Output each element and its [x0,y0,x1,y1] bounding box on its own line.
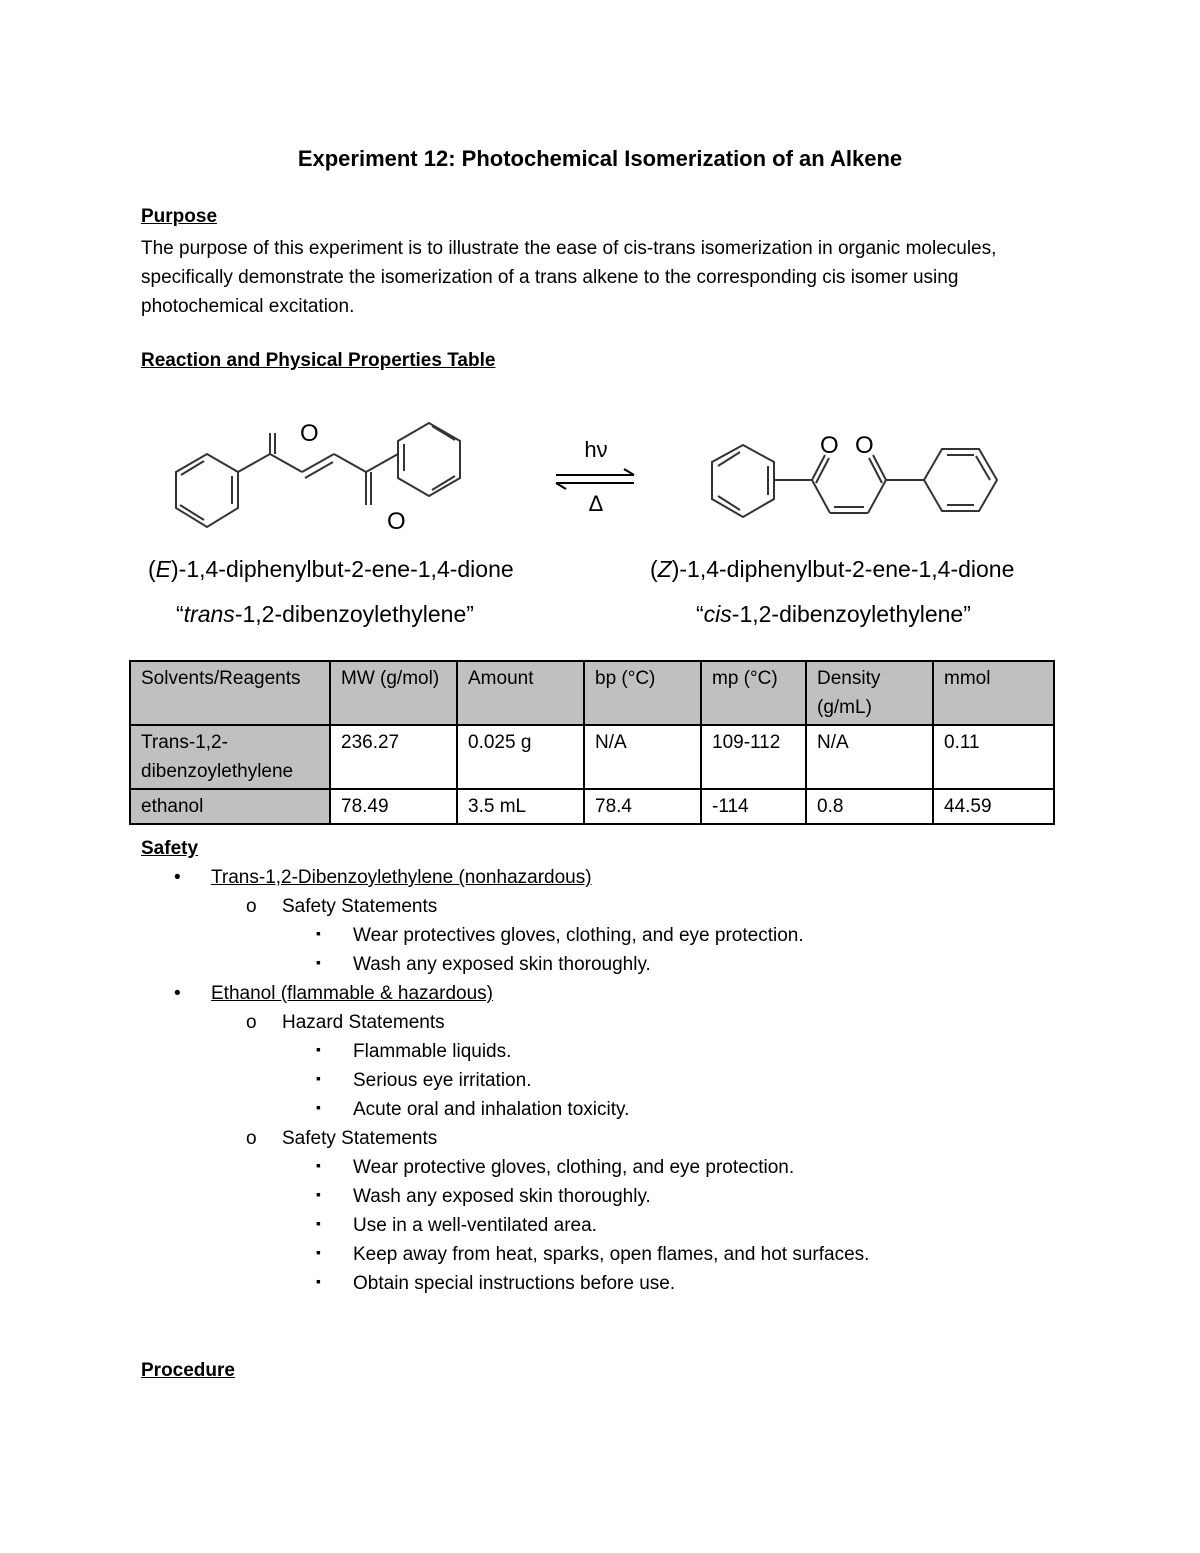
safety-heading: Safety [141,838,199,859]
list-item: Flammable liquids. [353,1041,512,1062]
table-cell: 3.5 mL [457,789,584,824]
reactant-iupac-name: (E)-1,4-diphenylbut-2-ene-1,4-dione [148,556,514,582]
table-cell: Trans-1,2-dibenzoylethylene [130,725,330,789]
table-header-cell: MW (g/mol) [330,661,457,725]
table-cell: 0.11 [933,725,1054,789]
table-header-cell: Amount [457,661,584,725]
reactant-common-name: “trans-1,2-dibenzoylethylene” [176,601,474,627]
list-item: Use in a well-ventilated area. [353,1215,597,1236]
table-row [130,789,1054,824]
list-item: Wear protectives gloves, clothing, and eye protection. [353,925,804,946]
circle-bullet-icon: o [246,1012,257,1033]
list-item: Keep away from heat, sparks, open flames, and hot surfaces. [353,1244,870,1265]
reaction-heading: Reaction and Physical Properties Table [141,350,496,371]
safety-statements-label: Safety Statements [282,896,438,917]
table-cell: 0.8 [806,789,933,824]
circle-bullet-icon: o [246,896,257,917]
table-cell: ethanol [130,789,330,824]
table-cell: N/A [806,725,933,789]
table-cell: N/A [584,725,701,789]
square-bullet-icon: ▪ [316,1157,321,1173]
oxygen-label: O [855,432,874,459]
list-item: Wash any exposed skin thoroughly. [353,954,651,975]
table-header-cell: Density (g/mL) [806,661,933,725]
table-cell: 44.59 [933,789,1054,824]
compound-trans-label: Trans-1,2-Dibenzoylethylene (nonhazardous) [211,867,592,888]
product-iupac-name: (Z)-1,4-diphenylbut-2-ene-1,4-dione [650,556,1015,582]
bullet-icon: • [174,983,181,1004]
square-bullet-icon: ▪ [316,1215,321,1231]
hazard-statements-label: Hazard Statements [282,1012,445,1033]
square-bullet-icon: ▪ [316,1244,321,1260]
square-bullet-icon: ▪ [316,1070,321,1086]
purpose-heading: Purpose [141,206,218,227]
product-common-name: “cis-1,2-dibenzoylethylene” [696,601,971,627]
square-bullet-icon: ▪ [316,1186,321,1202]
bullet-icon: • [174,867,181,888]
list-item: Acute oral and inhalation toxicity. [353,1099,630,1120]
table-cell: 78.4 [584,789,701,824]
oxygen-label: O [387,508,406,535]
table-cell: 0.025 g [457,725,584,789]
equilibrium-arrow [556,469,634,489]
list-item: Obtain special instructions before use. [353,1273,676,1294]
table-row [130,725,1054,789]
table-cell: 78.49 [330,789,457,824]
properties-table [129,660,1055,825]
list-item: Wear protective gloves, clothing, and eye protection. [353,1157,795,1178]
arrow-label-heat: Δ [588,491,604,516]
table-header-cell: mmol [933,661,1054,725]
reaction-scheme [130,405,1070,550]
table-header-cell: bp (°C) [584,661,701,725]
list-item: Wash any exposed skin thoroughly. [353,1186,651,1207]
table-cell: 109-112 [701,725,806,789]
circle-bullet-icon: o [246,1128,257,1149]
table-header-cell: Solvents/Reagents [130,661,330,725]
table-header-row [130,661,1054,725]
purpose-text: The purpose of this experiment is to illustrate the ease of cis-trans isomerization in organic molecules, specifically demonstrate the isomerization of a trans alkene to the corresponding cis isomer using photochemical excitation. [141,238,997,317]
safety-statements-label: Safety Statements [282,1128,438,1149]
square-bullet-icon: ▪ [316,1041,321,1057]
oxygen-label: O [820,432,839,459]
table-header-cell: mp (°C) [701,661,806,725]
list-item: Serious eye irritation. [353,1070,532,1091]
page-title: Experiment 12: Photochemical Isomerization of an Alkene [297,146,903,171]
square-bullet-icon: ▪ [316,1099,321,1115]
procedure-heading: Procedure [141,1360,235,1381]
square-bullet-icon: ▪ [316,954,321,970]
table-cell: -114 [701,789,806,824]
compound-ethanol-label: Ethanol (flammable & hazardous) [211,983,493,1004]
arrow-label-light: hν [584,437,608,462]
oxygen-label: O [300,420,319,447]
square-bullet-icon: ▪ [316,925,321,941]
table-cell: 236.27 [330,725,457,789]
square-bullet-icon: ▪ [316,1273,321,1289]
